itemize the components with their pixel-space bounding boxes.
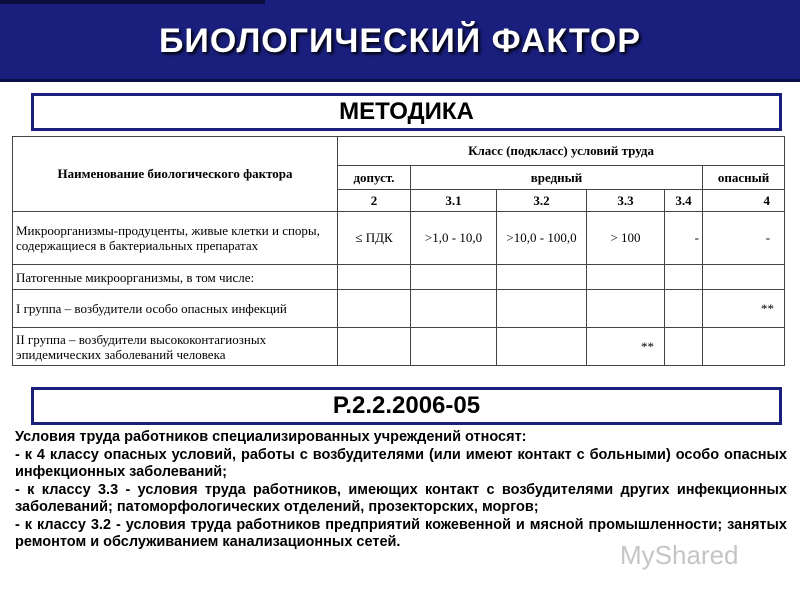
table-cell xyxy=(497,290,587,328)
subclass-cell: 4 xyxy=(703,190,785,212)
group-allowed: допуст. xyxy=(338,166,411,190)
table-cell xyxy=(338,290,411,328)
table-cell: >10,0 - 100,0 xyxy=(497,212,587,265)
text-line: Условия труда работников специализированных учреждений относят: xyxy=(15,429,527,445)
table-cell xyxy=(703,265,785,290)
subclass-cell: 3.1 xyxy=(411,190,497,212)
text-line: - к классу 3.3 - условия труда работников, имеющих контакт с возбудителями других инфекционных заболеваний; патоморфологических отделений, прозекторских, моргов; xyxy=(15,481,787,515)
subclass-cell: 2 xyxy=(338,190,411,212)
table-cell xyxy=(411,265,497,290)
table-cell xyxy=(665,290,703,328)
row-name: II группа – возбудители высококонтагиозных эпидемических заболеваний человека xyxy=(13,328,338,366)
table-cell xyxy=(587,265,665,290)
table-cell xyxy=(411,328,497,366)
group-dangerous: опасный xyxy=(703,166,785,190)
table-cell xyxy=(338,328,411,366)
table-row xyxy=(13,328,785,366)
row-name: Патогенные микроорганизмы, в том числе: xyxy=(13,265,338,290)
table-cell xyxy=(587,290,665,328)
subclass-cell: 3.2 xyxy=(497,190,587,212)
table-cell xyxy=(665,265,703,290)
table-cell xyxy=(497,328,587,366)
name-header: Наименование биологического фактора xyxy=(13,137,338,212)
subclass-cell: 3.3 xyxy=(587,190,665,212)
table-row xyxy=(13,290,785,328)
row-name: I группа – возбудители особо опасных инфекций xyxy=(13,290,338,328)
subclass-cell: 3.4 xyxy=(665,190,703,212)
table-cell: > 100 xyxy=(587,212,665,265)
table-cell xyxy=(665,328,703,366)
table-cell xyxy=(411,290,497,328)
table-cell: ** xyxy=(703,290,785,328)
table-cell xyxy=(703,328,785,366)
page-title: БИОЛОГИЧЕСКИЙ ФАКТОР xyxy=(158,22,642,60)
class-header: Класс (подкласс) условий труда xyxy=(338,137,785,166)
table-cell xyxy=(497,265,587,290)
conditions-text xyxy=(15,429,787,552)
table-row xyxy=(13,212,785,265)
text-line: - к 4 классу опасных условий, работы с возбудителями (или имеют контакт с больными) особо опасных инфекционных заболеваний; xyxy=(15,446,787,480)
methodology-banner: МЕТОДИКА xyxy=(31,93,782,131)
group-harmful: вредный xyxy=(411,166,703,190)
table-row xyxy=(13,265,785,290)
text-line: - к классу 3.2 - условия труда работников предприятий кожевенной и мясной промышленности; занятых ремонтом и обслуживанием канализационных сетей. xyxy=(15,516,787,550)
title-bar xyxy=(0,0,800,82)
table-cell: >1,0 - 10,0 xyxy=(411,212,497,265)
table-cell xyxy=(338,265,411,290)
table-cell: ≤ ПДК xyxy=(338,212,411,265)
table-cell: ** xyxy=(587,328,665,366)
table-cell: - xyxy=(665,212,703,265)
row-name: Микроорганизмы-продуценты, живые клетки и споры, содержащиеся в бактериальных препаратах xyxy=(13,212,338,265)
watermark: MyShared xyxy=(620,540,739,570)
table-cell: - xyxy=(703,212,785,265)
classification-table xyxy=(12,136,785,366)
regulation-banner: Р.2.2.2006-05 xyxy=(31,387,782,425)
